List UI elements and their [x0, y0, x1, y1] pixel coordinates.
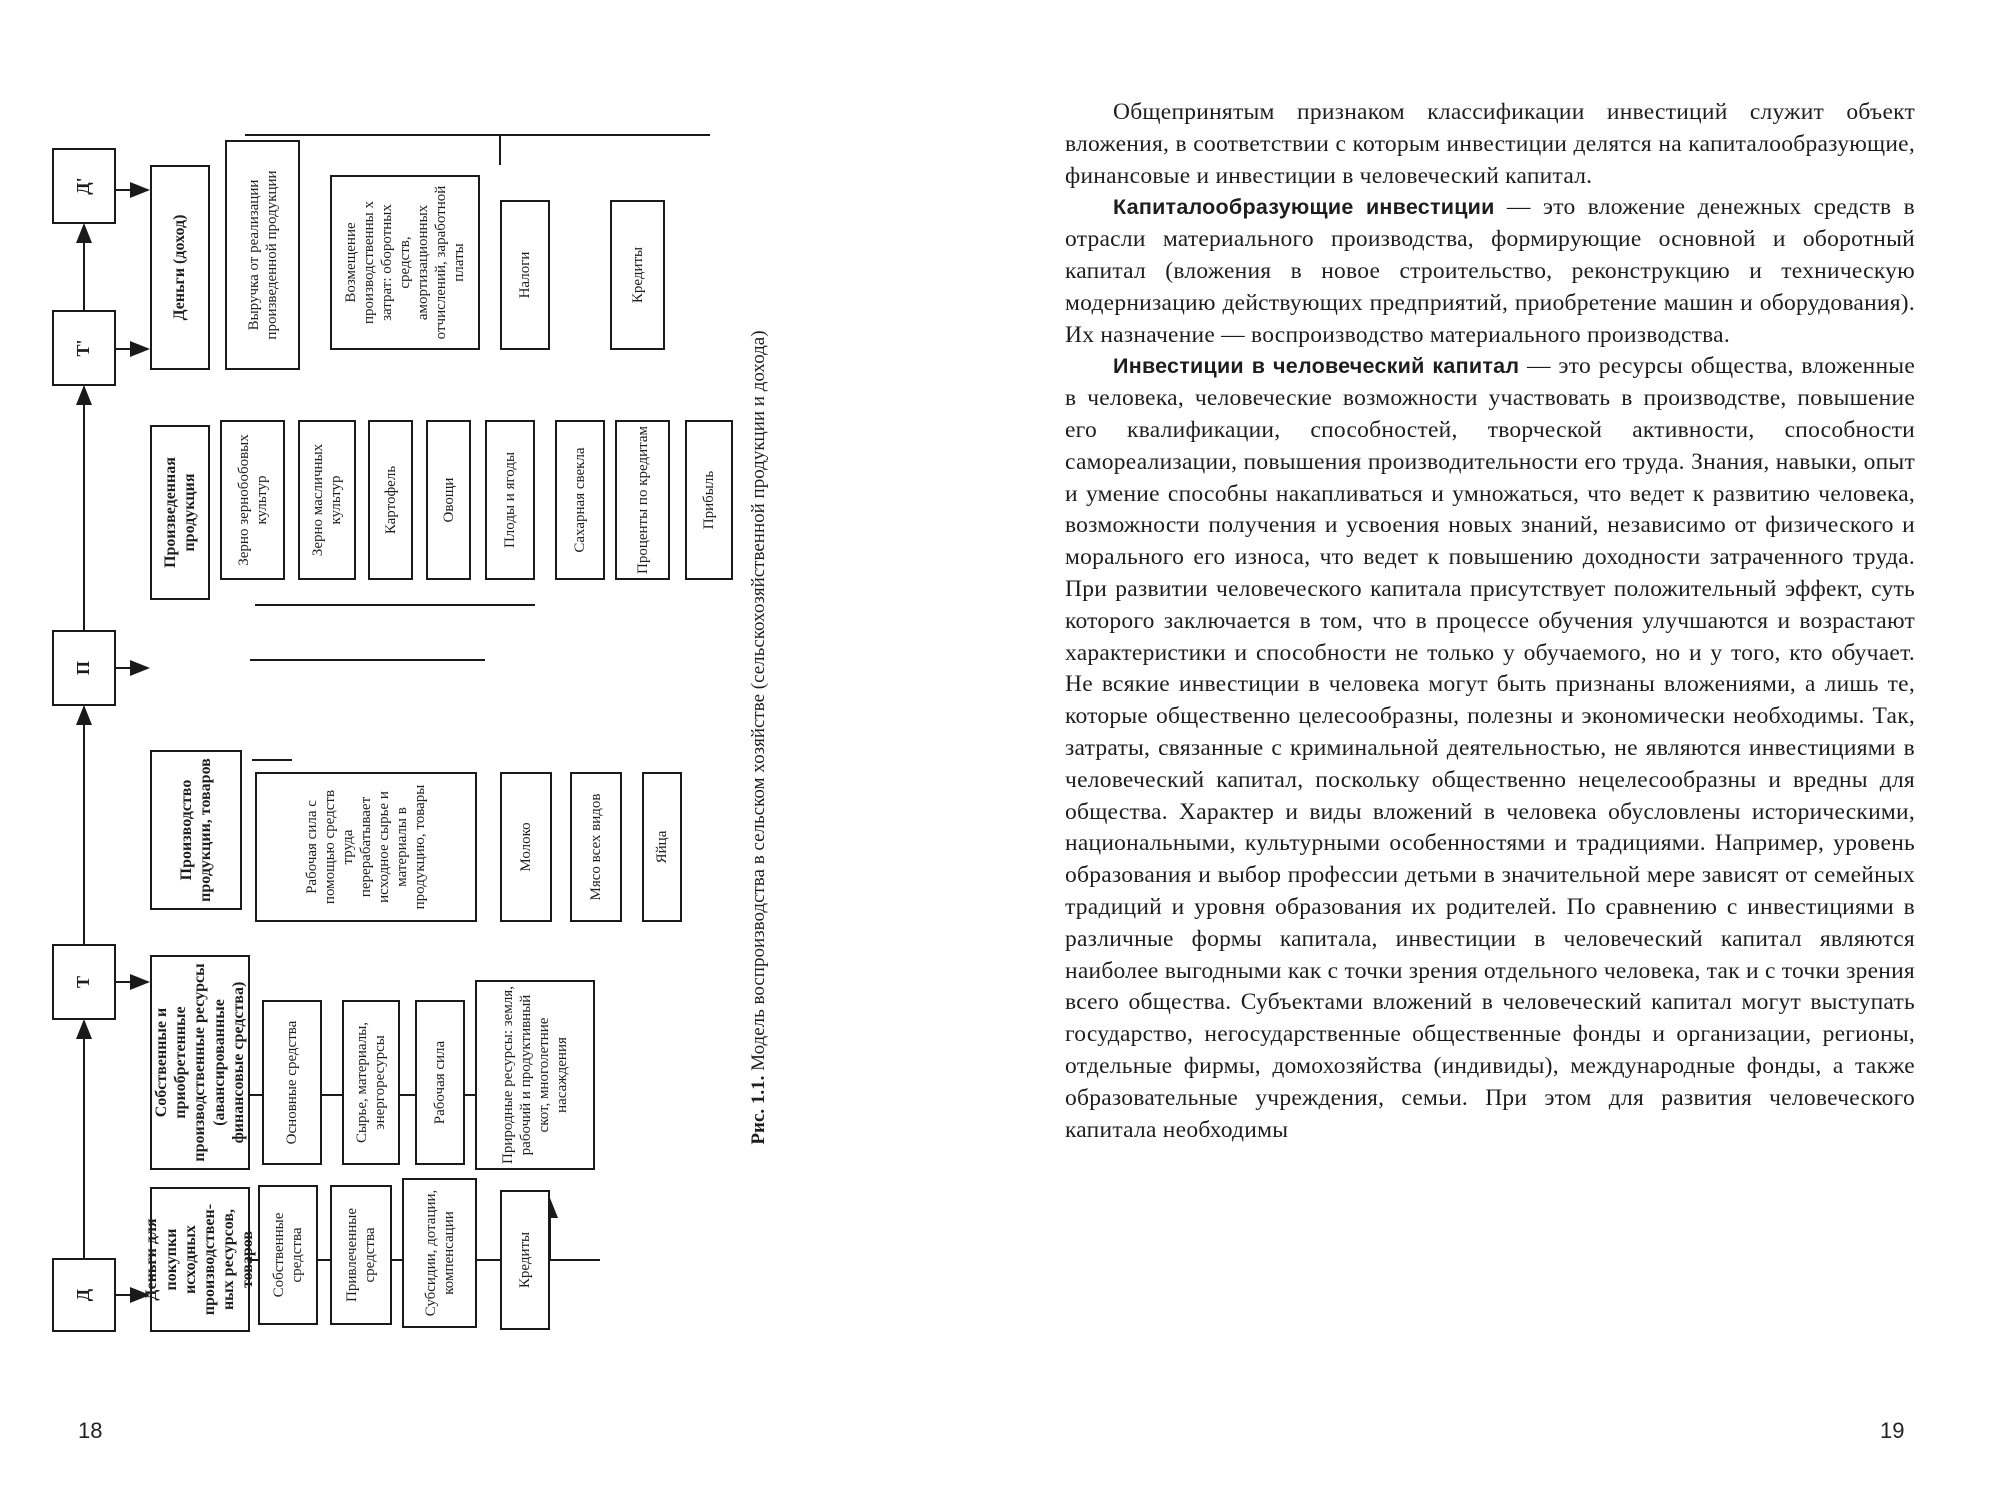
t-header-box: [150, 955, 250, 1170]
t1-item-potatoes: [368, 420, 413, 580]
t1-item-fruits: [485, 420, 535, 580]
t1-header: Произведенная продукция: [161, 457, 198, 568]
p-item-meat: [570, 772, 622, 922]
paragraph-1-text: Общепринятым признаком классификации инвестиций служит объект вложения, в соответствии с которым инвестиции делятся на капиталообразующие, финансовые и инвестиции в человеческий капитал.: [1065, 99, 1915, 189]
d1-item-revenue-label: Выручка от реализации произведенной продукции: [245, 170, 280, 340]
page-number-left: 18: [78, 1418, 103, 1443]
d-item-credits-label: Кредиты: [517, 1231, 533, 1289]
t1-item-sugar-beet-label: Сахарная свекла: [572, 447, 588, 553]
t1-item-sugar-beet: [555, 420, 605, 580]
page-number-right: 19: [1880, 1418, 1905, 1443]
t1-item-oilseeds-label: Зерно масличных культур: [310, 443, 344, 557]
p-header-box: [150, 750, 242, 910]
d-header: Деньги для покупки исходных производствен-ных ресурсов, товаров: [143, 1203, 257, 1316]
d1-header-box: [150, 165, 210, 370]
t-header: Собственные и приобретенные производственные ресурсы (авансированные финансовые средства): [153, 963, 247, 1162]
d-item-own-funds-label: Собственные средства: [271, 1212, 305, 1298]
t1-item-fruits-label: Плоды и ягоды: [502, 451, 518, 549]
p-header: Производство продукции, товаров: [177, 758, 214, 902]
d-item-credits: [500, 1190, 550, 1330]
t-item-natural-resources-label: Природные ресурсы: земля, рабочий и продуктивный скот, многолетние насаждения: [500, 986, 570, 1164]
paragraph-2: [1065, 192, 1915, 351]
t1-item-loan-interest-label: Проценты по кредитам: [634, 425, 651, 574]
t1-item-loan-interest: [615, 420, 670, 580]
p-item-process-label: Рабочая сила с помощью средств труда перерабатывает исходное сырье и материалы в продукцию, товары: [304, 784, 428, 910]
stage-p-box: [52, 630, 116, 706]
stage-p-label: П: [73, 661, 94, 676]
t-item-labor-label: Рабочая сила: [432, 1040, 448, 1125]
d-item-subsidies-label: Субсидии, дотации, компенсации: [422, 1189, 457, 1317]
body-text: [1065, 97, 1915, 1146]
d-item-own-funds: [258, 1185, 318, 1325]
figure-caption-label: Рис. 1.1.: [748, 1075, 769, 1145]
t-item-fixed-assets-label: Основные средства: [284, 1020, 300, 1145]
t1-item-potatoes-label: Картофель: [382, 465, 399, 535]
right-page: [1000, 0, 2000, 1502]
t1-item-grain-legumes-label: Зерно зернобобовых культур: [235, 434, 270, 566]
t-item-natural-resources: [475, 980, 595, 1170]
stage-t1-label: Т': [73, 339, 94, 357]
t1-item-oilseeds: [298, 420, 356, 580]
p-item-process: [255, 772, 477, 922]
d-item-subsidies: [402, 1178, 477, 1328]
reproduction-model-diagram: [30, 135, 830, 1340]
figure-caption: [748, 135, 770, 1340]
p-item-meat-label: Мясо всех видов: [588, 793, 604, 901]
stage-d-box: [52, 1258, 116, 1332]
term-human-capital: Инвестиции в человеческий капитал: [1113, 354, 1520, 379]
t1-item-vegetables-label: Овощи: [440, 477, 457, 523]
t-item-raw-materials-label: Сырье, материалы, энергоресурсы: [354, 1021, 388, 1144]
paragraph-2-text: — это вложение денежных средств в отрасли материального производства, формирующие основной и оборотный капитал (вложения в новое строительство, реконструкцию и техническую модернизацию действующих предприятий, приобретение машин и оборудования). Их назначение — воспроизводство материального производства.: [1065, 194, 1916, 348]
d1-item-cost-recovery-label: Возмещение производственны х затрат: оборотных средств, амортизационных отчислений, заработной платы: [343, 185, 467, 340]
figure-caption-text: Модель воспроизводства в сельском хозяйстве (сельскохозяйственной продукции и дохода): [748, 330, 769, 1071]
stage-d1-box: [52, 148, 116, 224]
d1-item-revenue: [225, 140, 300, 370]
d1-header: Деньги (доход): [171, 214, 189, 321]
paragraph-3-text: — это ресурсы общества, вложенные в человека, человеческие возможности участвовать в производстве, повышение его квалификации, способностей, творческой активности, способности самореализации, повышения производительности его труда. Знания, навыки, опыт и умение способны накапливаться и умножаться, что ведет к развитию человека, возможности получения и усвоения новых знаний, независимо от физического и морального его износа, что ведет к повышению доходности затраченного труда. При развитии человеческого капитала присутствует положительный эффект, суть которого заключается в том, что в процессе обучения улучшаются и возрастают характеристики и способности не только у обучаемого, но и у того, кто обучает. Не всякие инвестиции в человека могут быть признаны вложениями, а лишь те, которые общественно целесообразны, полезны и экономически необходимы. Так, затраты, связанные с криминальной деятельностью, не являются инвестициями в человеческий капитал, поскольку общественно нецелесообразны и вредны для общества. Характер и виды вложений в человека обусловлены историческими, национальными, культурными особенностями и традициями. Например, уровень образования и выбор профессии детьми в значительной мере зависят от семейных традиций и уровня образования их родителей. По сравнению с инвестициями в различные формы капитала, инвестиции в человеческий капитал являются наиболее выгодными как с точки зрения отдельного человека, так и с точки зрения всего общества. Субъектами вложений в человеческий капитал могут выступать государство, негосударственные общественные фонды и организации, регионы, отдельные фирмы, домохозяйства (индивиды), международные фонды, а также образовательные учреждения, семьи. При этом для развития человеческого капитала необходимы: [1065, 353, 1916, 1143]
t1-item-vegetables: [426, 420, 471, 580]
t1-item-profit: [685, 420, 733, 580]
d1-item-taxes-label: Налоги: [517, 251, 533, 299]
t-item-fixed-assets: [262, 1000, 322, 1165]
d1-item-credits: [610, 200, 665, 350]
d-item-borrowed-funds-label: Привлеченные средства: [344, 1208, 378, 1303]
t1-header-box: [150, 425, 210, 600]
paragraph-3: [1065, 351, 1915, 1146]
d1-item-credits-label: Кредиты: [629, 246, 646, 304]
d1-item-cost-recovery: [330, 175, 480, 350]
stage-t-box: [52, 944, 116, 1020]
stage-d-label: Д: [73, 1288, 94, 1302]
stage-t1-box: [52, 310, 116, 386]
d-header-box: [143, 1187, 257, 1332]
term-capital-forming: Капиталообразующие инвестиции: [1113, 195, 1495, 220]
d1-item-taxes: [500, 200, 550, 350]
t1-item-profit-label: Прибыль: [701, 470, 717, 530]
stage-d1-label: Д': [73, 177, 94, 195]
stage-t-label: Т: [73, 976, 94, 989]
p-item-milk: [500, 772, 552, 922]
p-item-eggs: [642, 772, 682, 922]
d-item-borrowed-funds: [330, 1185, 392, 1325]
p-item-milk-label: Молоко: [518, 822, 534, 872]
p-item-eggs-label: Яйца: [654, 830, 670, 864]
t1-item-grain-legumes: [220, 420, 285, 580]
t-item-raw-materials: [342, 1000, 400, 1165]
t-item-labor: [415, 1000, 465, 1165]
paragraph-1: [1065, 97, 1915, 192]
